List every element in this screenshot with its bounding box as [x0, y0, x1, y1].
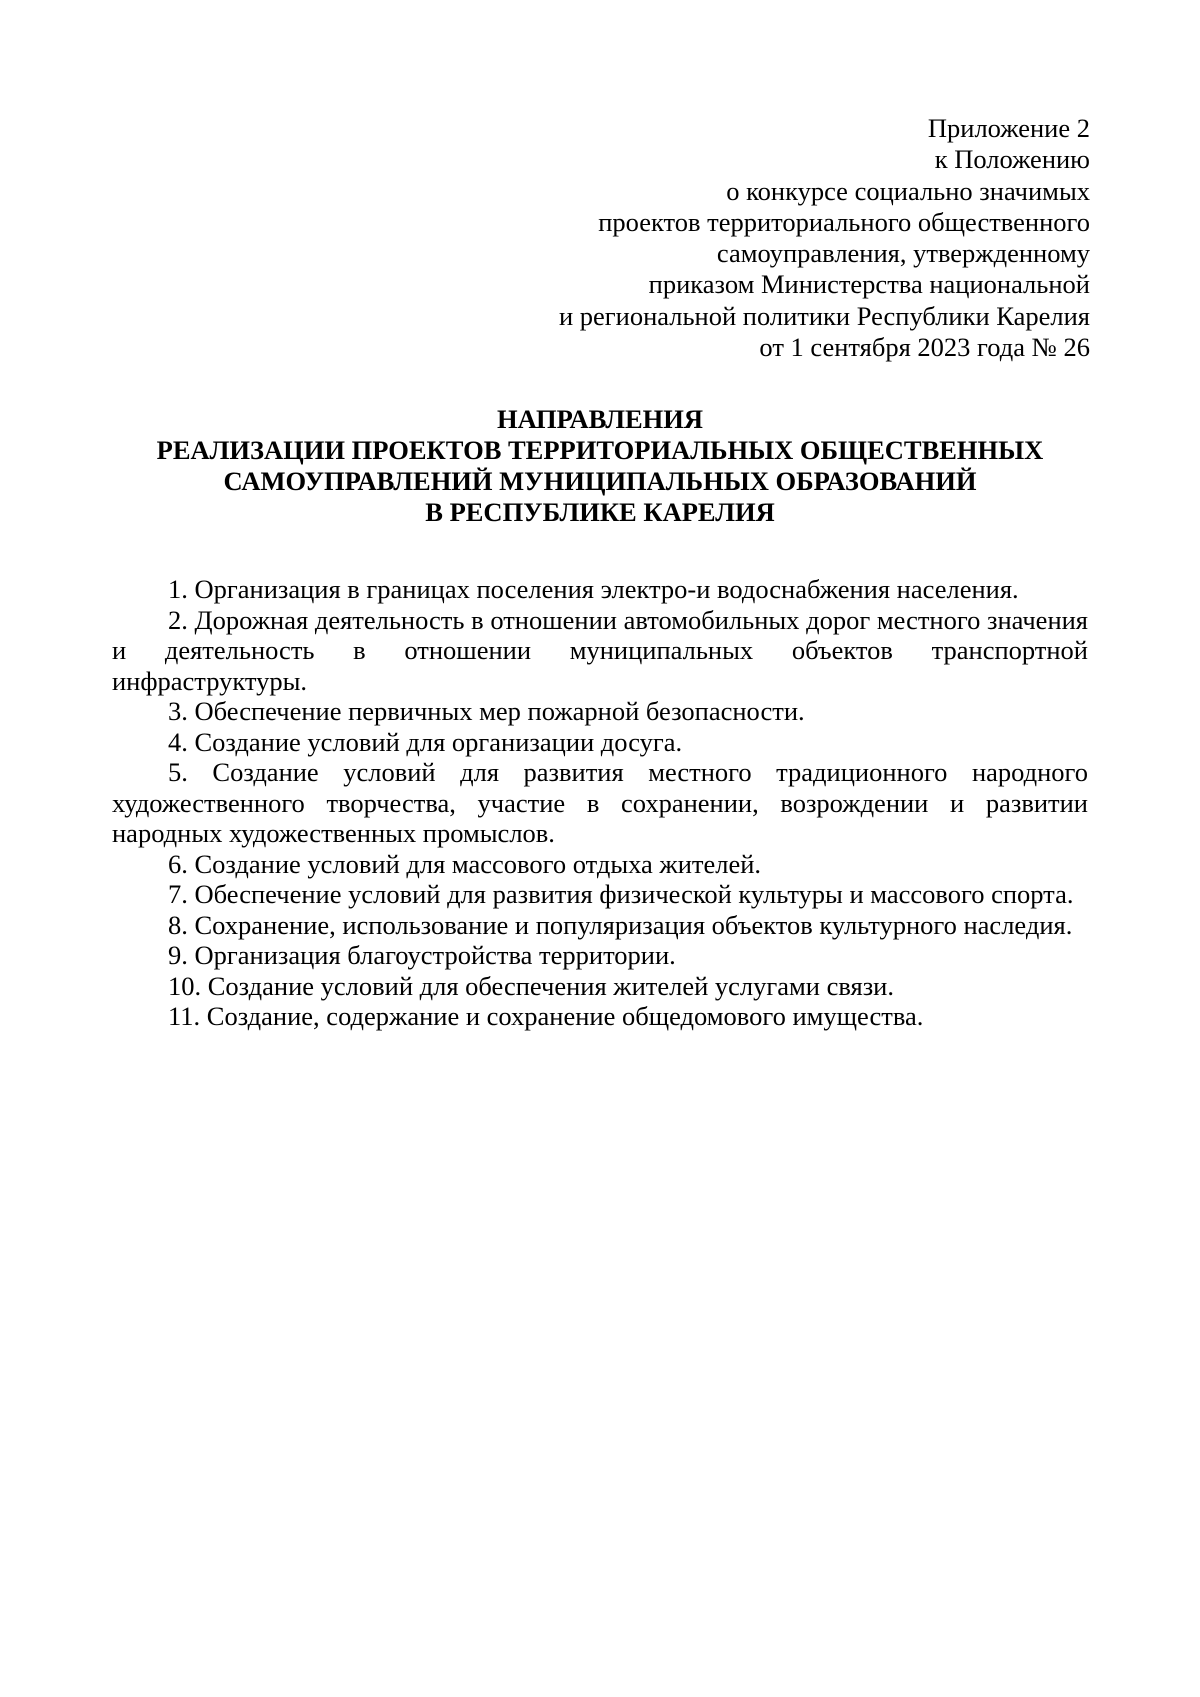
appendix-line: Приложение 2 [927, 113, 1090, 143]
appendix-reference [559, 113, 1090, 363]
appendix-line: проектов территориального общественного [598, 206, 1090, 237]
direction-item: 11. Создание, содержание и сохранение общедомового имущества. [168, 1001, 924, 1031]
direction-item: 2. Дорожная деятельность в отношении автомобильных дорог местного значения и деятельность в отношении муниципальных объектов транспортной инфраструктуры. [112, 604, 1088, 696]
title-line: РЕАЛИЗАЦИИ ПРОЕКТОВ ТЕРРИТОРИАЛЬНЫХ ОБЩЕСТВЕННЫХ [156, 435, 1044, 465]
appendix-line: и региональной политики Республики Карелия [558, 300, 1090, 331]
appendix-line: к Положению [934, 144, 1090, 175]
direction-item: 8. Сохранение, использование и популяризация объектов культурного наследия. [168, 909, 1073, 940]
title-line: НАПРАВЛЕНИЯ [496, 404, 704, 434]
title-line: САМОУПРАВЛЕНИЙ МУНИЦИПАЛЬНЫХ ОБРАЗОВАНИЙ [223, 466, 977, 496]
appendix-line: о конкурсе социально значимых [726, 175, 1090, 206]
direction-item: 3. Обеспечение первичных мер пожарной безопасности. [168, 696, 805, 726]
appendix-line: приказом Министерства национальной [648, 269, 1090, 300]
document-title [110, 404, 1090, 528]
direction-item: 5. Создание условий для развития местного традиционного народного художественного творчества, участие в сохранении, возрождении и развитии народных художественных промыслов. [112, 757, 1088, 848]
appendix-line: самоуправления, утвержденному [716, 238, 1090, 269]
direction-item: 10. Создание условий для обеспечения жителей услугами связи. [168, 970, 894, 1001]
directions-list [112, 574, 1088, 1032]
appendix-line: от 1 сентября 2023 года № 26 [759, 332, 1090, 363]
direction-item: 1. Организация в границах поселения электро-и водоснабжения населения. [168, 574, 1019, 604]
direction-item: 4. Создание условий для организации досуга. [168, 726, 683, 757]
title-line: В РЕСПУБЛИКЕ КАРЕЛИЯ [425, 497, 775, 527]
direction-item: 6. Создание условий для массового отдыха жителей. [168, 848, 762, 879]
direction-item: 7. Обеспечение условий для развития физической культуры и массового спорта. [168, 879, 1074, 909]
direction-item: 9. Организация благоустройства территории. [168, 940, 676, 970]
